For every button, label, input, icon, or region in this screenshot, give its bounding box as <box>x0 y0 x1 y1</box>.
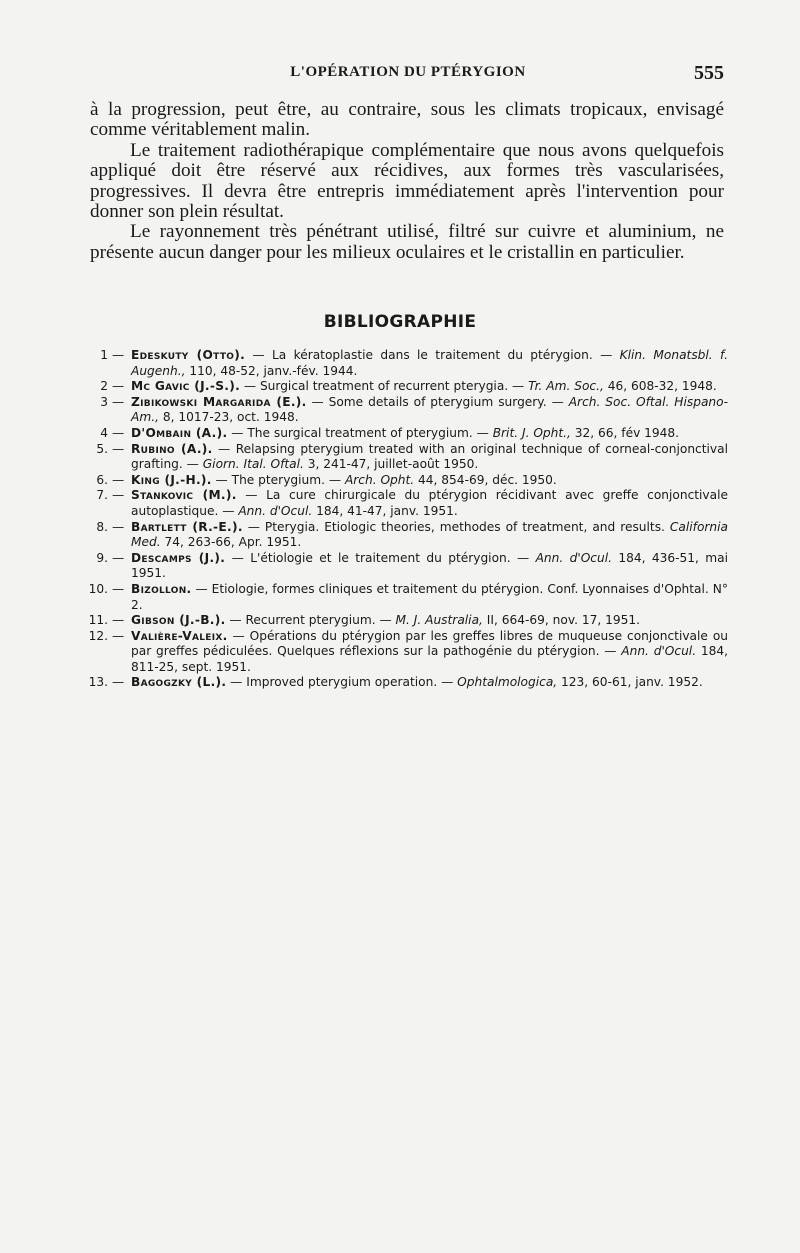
entry-number: 1 <box>100 348 108 362</box>
entry-ref: 8, 1017-23, oct. 1948. <box>162 410 299 425</box>
bibliography-entry: 5. — Rubino (A.). — Relapsing pterygium treated with an original technique of corneal-conjonctival grafting. — Giorn. Ital. Oftal. 3, 241-47, juillet-août 1950. <box>88 442 728 473</box>
entry-author: Mc Gavic (J.-S.). <box>131 379 240 394</box>
entry-number: 13. <box>88 675 108 690</box>
entry-journal: Brit. J. Opht., <box>492 425 571 440</box>
entry-number: 12. <box>88 628 108 643</box>
bibliography-entry: 8. — Bartlett (R.-E.). — Pterygia. Etiologic theories, methodes of treatment, and results. California Med. 74, 263-66, Apr. 1951. <box>88 520 728 551</box>
entry-ref: 184, 811-25, sept. 1951. <box>131 644 728 674</box>
entry-journal: Arch. Opht. <box>344 472 415 487</box>
entry-journal: Ann. d'Ocul. <box>238 503 313 518</box>
entry-journal: Ann. d'Ocul. <box>621 644 697 659</box>
bibliography-entry: 6. — King (J.-H.). — The pterygium. — Arch. Opht. 44, 854-69, déc. 1950. <box>88 473 728 489</box>
entry-author: Descamps (J.). <box>131 550 226 565</box>
entry-title: Pterygia. Etiologic theories, methodes of treatment, and results. <box>264 519 665 534</box>
running-header <box>92 62 724 88</box>
bibliography-entry: 3 — Zibikowski Margarida (E.). — Some details of pterygium surgery. — Arch. Soc. Oftal. Hispano-Am., 8, 1017-23, oct. 1948. <box>88 395 728 426</box>
entry-ref: 184, 41-47, janv. 1951. <box>316 503 458 518</box>
entry-author: Rubino (A.). <box>131 441 213 456</box>
entry-journal: Tr. Am. Soc., <box>528 379 604 394</box>
entry-number: 10. <box>88 581 108 596</box>
entry-title: Surgical treatment of recurrent pterygia. <box>259 379 509 394</box>
entry-author: Bizollon. <box>131 581 192 596</box>
entry-author: Bagogzky (L.). <box>131 675 227 690</box>
bibliography-entry: 9. — Descamps (J.). — L'étiologie et le traitement du ptérygion. — Ann. d'Ocul. 184, 436-51, mai 1951. <box>88 551 728 582</box>
entry-title: Recurrent pterygium. <box>245 613 376 628</box>
entry-ref: 123, 60-61, janv. 1952. <box>561 675 703 690</box>
bibliography-entry: 2 — Mc Gavic (J.-S.). — Surgical treatment of recurrent pterygia. — Tr. Am. Soc., 46, 608-32, 1948. <box>88 379 728 395</box>
entry-journal: M. J. Australia, <box>395 613 483 628</box>
bibliography-entry: 13. — Bagogzky (L.). — Improved pterygium operation. — Ophtalmologica, 123, 60-61, janv. 1952. <box>88 675 703 690</box>
entry-journal: Klin. Monatsbl. f. Augenh., <box>131 348 729 378</box>
paragraph: Le traitement radiothérapique complémentaire que nous avons quelquefois appliqué doit être réservé aux récidives, aux formes très vascularisées, progressives. Il devra être entrepris immédiatement après l'intervention pour donner son plein résultat. <box>90 139 724 223</box>
page-number: 555 <box>694 62 724 84</box>
entry-author: Bartlett (R.-E.). <box>131 519 243 534</box>
entry-journal: California Med. <box>131 519 729 550</box>
entry-title: Opérations du ptérygion par les greffes libres de muqueuse conjonctivale ou par greffes pédiculées. Quelques réflexions sur la pathogénie du ptérygion. <box>131 628 728 659</box>
entry-number: 6. <box>96 472 108 487</box>
entry-title: Relapsing pterygium treated with an original technique of corneal-conjonctival grafting. <box>131 441 728 472</box>
entry-ref: 32, 66, fév 1948. <box>574 425 680 440</box>
entry-ref: 3, 241-47, juillet-août 1950. <box>307 457 479 472</box>
entry-ref: 74, 263-66, Apr. 1951. <box>164 535 302 550</box>
bibliography-entry: 1 — Edeskuty (Otto). — La kératoplastie dans le traitement du ptérygion. — Klin. Monatsbl. f. Augenh., 110, 48-52, janv.-fév. 1944. <box>88 348 728 379</box>
entry-number: 2 <box>100 379 108 394</box>
entry-title: Some details of pterygium surgery. <box>328 394 547 409</box>
entry-journal: Ann. d'Ocul. <box>535 550 612 565</box>
entry-number: 3 <box>100 394 108 409</box>
entry-number: 5. <box>96 441 108 456</box>
entry-ref: 44, 854-69, déc. 1950. <box>418 472 557 487</box>
entry-ref: 184, 436-51, mai 1951. <box>131 550 729 581</box>
entry-author: D'Ombain (A.). <box>131 425 228 440</box>
entry-title: La cure chirurgicale du ptérygion récidivant avec greffe conjonctivale autoplastique. <box>131 488 728 518</box>
bibliography-entry: 7. — Stankovic (M.). — La cure chirurgicale du ptérygion récidivant avec greffe conjonctivale autoplastique. — Ann. d'Ocul. 184, 41-47, janv. 1951. <box>88 488 728 519</box>
entry-number: 4 <box>100 425 108 440</box>
entry-author: Gibson (J.-B.). <box>131 613 226 628</box>
entry-journal: Giorn. Ital. Oftal. <box>202 457 304 472</box>
entry-author: Stankovic (M.). <box>131 488 237 503</box>
entry-title: Improved pterygium operation. <box>246 675 438 690</box>
entry-title: L'étiologie et le traitement du ptérygion. <box>250 550 511 565</box>
entry-number: 7. <box>96 488 108 503</box>
entry-author: King (J.-H.). <box>131 472 212 487</box>
entry-ref: 46, 608-32, 1948. <box>607 379 717 394</box>
paragraph: Le rayonnement très pénétrant utilisé, filtré sur cuivre et aluminium, ne présente aucun danger pour les milieux oculaires et le cristallin en particulier. <box>90 221 724 263</box>
running-title: L'OPÉRATION DU PTÉRYGION <box>290 64 526 80</box>
entry-ref: II, 664-69, nov. 17, 1951. <box>486 613 640 628</box>
entry-number: 8. <box>96 519 108 534</box>
bibliography-entry: 12. — Valière-Valeix. — Opérations du ptérygion par les greffes libres de muqueuse conjonctivale ou par greffes pédiculées. Quelques réflexions sur la pathogénie du ptérygion. — Ann. d'Ocul. 184, 811-25, sept. 1951. <box>88 628 728 674</box>
entry-title: La kératoplastie dans le traitement du ptérygion. <box>271 348 593 362</box>
bibliography-list <box>88 348 728 691</box>
entry-journal: Arch. Soc. Oftal. Hispano-Am., <box>131 394 728 425</box>
paragraph: à la progression, peut être, au contraire, sous les climats tropicaux, envisagé comme véritablement malin. <box>90 99 724 141</box>
entry-title: The surgical treatment of pterygium. <box>247 425 473 440</box>
entry-author: Zibikowski Margarida (E.). <box>131 394 307 409</box>
entry-title: The pterygium. <box>231 472 325 487</box>
body-text <box>90 100 724 263</box>
entry-number: 9. <box>96 550 108 565</box>
bibliography-entry: 11. — Gibson (J.-B.). — Recurrent pterygium. — M. J. Australia, II, 664-69, nov. 17, 1951. <box>88 613 640 628</box>
entry-author: Edeskuty (Otto). <box>131 348 246 362</box>
entry-ref: 110, 48-52, janv.-fév. 1944. <box>189 363 358 378</box>
entry-number: 11. <box>88 613 108 628</box>
bibliography-heading: BIBLIOGRAPHIE <box>323 312 477 332</box>
bibliography-entry: 10. — Bizollon. — Etiologie, formes cliniques et traitement du ptérygion. Conf. Lyonnaises d'Ophtal. N° 2. <box>88 581 728 612</box>
bibliography-entry: 4 — D'Ombain (A.). — The surgical treatment of pterygium. — Brit. J. Opht., 32, 66, fév 1948. <box>88 426 728 442</box>
entry-journal: Ophtalmologica, <box>457 675 558 690</box>
entry-title: Etiologie, formes cliniques et traitement du ptérygion. Conf. Lyonnaises d'Ophtal. N° 2. <box>131 581 728 612</box>
entry-author: Valière-Valeix. <box>131 628 228 643</box>
